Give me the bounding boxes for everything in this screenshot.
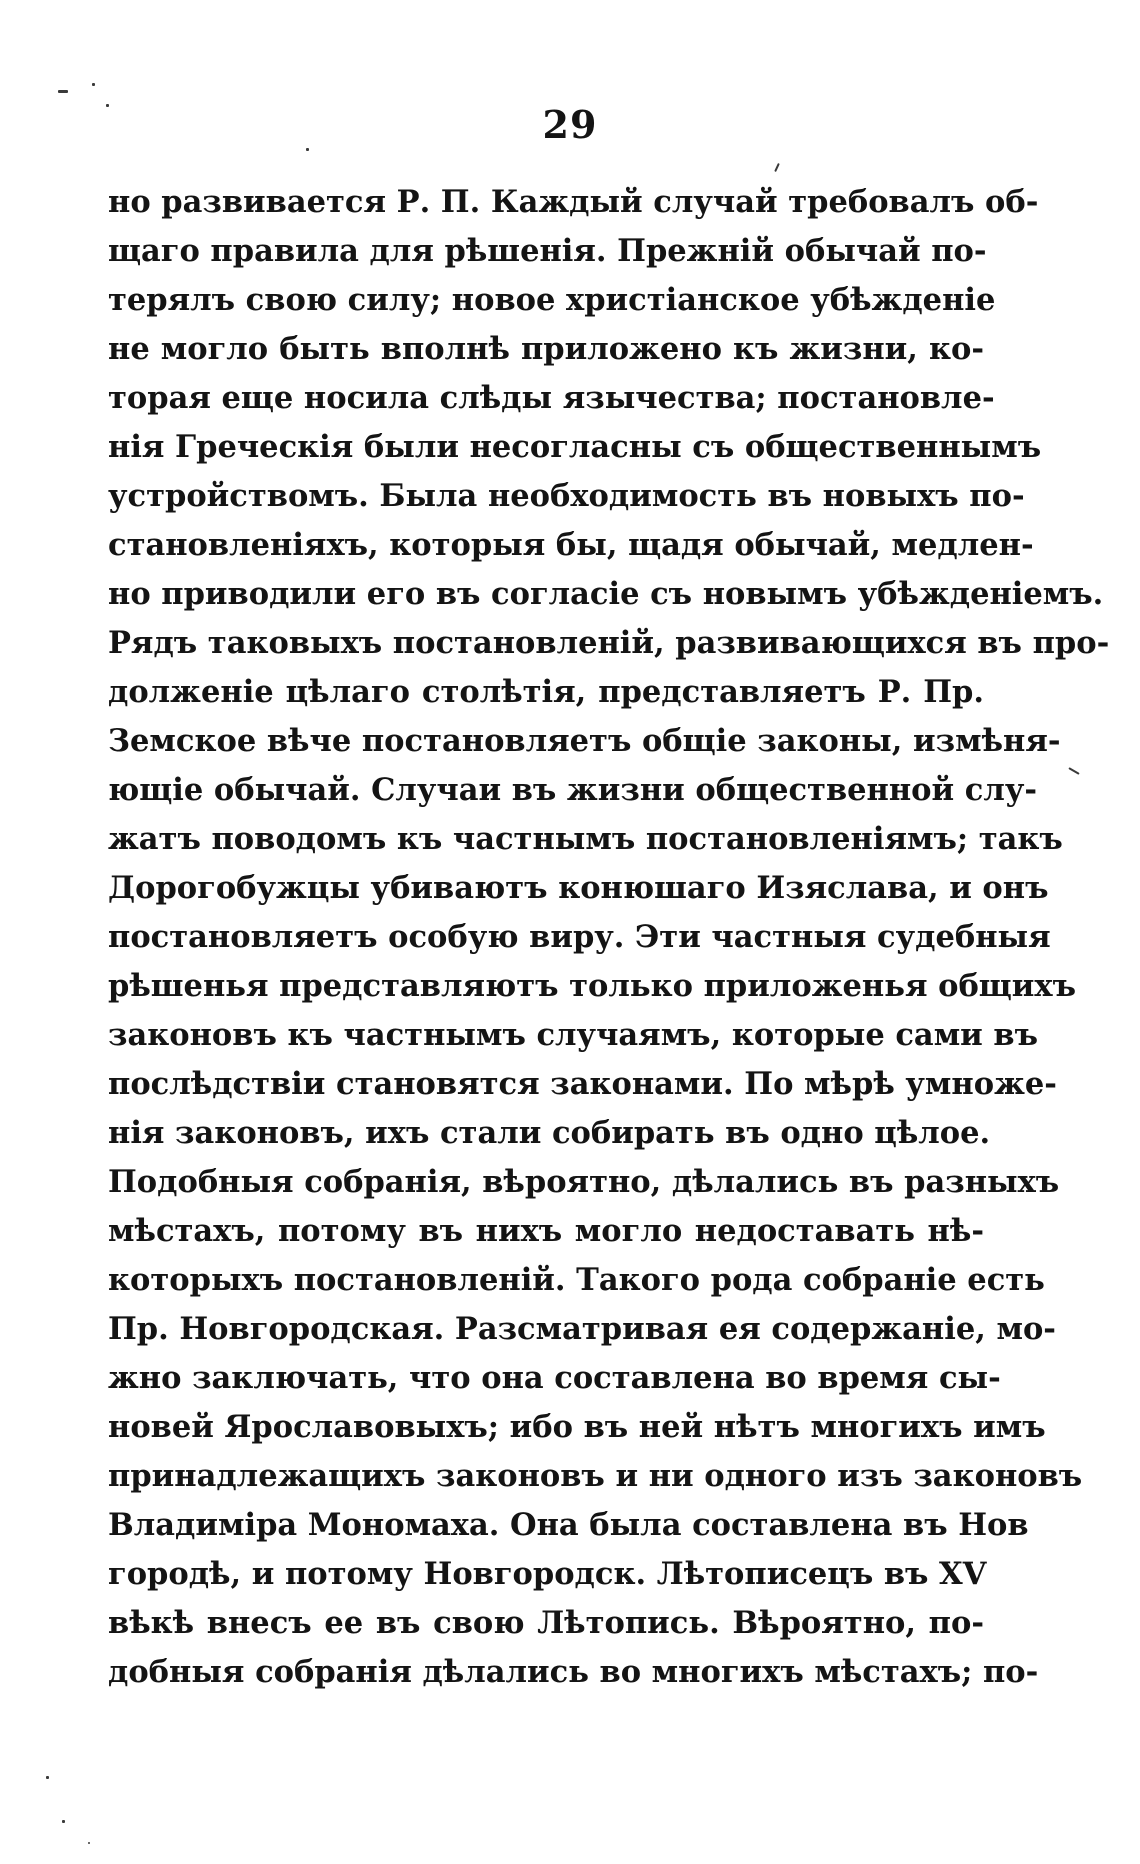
text-line: но приводили его въ согласіе съ новымъ убѣжденіемъ. — [108, 576, 1104, 612]
text-line: городѣ, и потому Новгородск. Лѣтописецъ въ XV — [108, 1556, 987, 1592]
text-line: Дорогобужцы убиваютъ конюшаго Изяслава, и онъ — [108, 870, 1049, 906]
text-line: устройствомъ. Была необходимость въ новыхъ по- — [108, 478, 1025, 514]
text-line: Подобныя собранія, вѣроятно, дѣлались въ разныхъ — [108, 1164, 1060, 1200]
text-line: торая еще носила слѣды язычества; постановле- — [108, 380, 995, 416]
text-line: жатъ поводомъ къ частнымъ постановленіямъ; такъ — [108, 821, 1063, 857]
scan-speck — [88, 1842, 90, 1844]
scan-speck — [46, 1776, 49, 1779]
text-line: щаго правила для рѣшенія. Прежній обычай по- — [108, 233, 987, 269]
text-line: Пр. Новгородская. Разсматривая ея содержаніе, мо- — [108, 1311, 1056, 1347]
scan-speck — [306, 148, 309, 151]
scan-speck — [106, 104, 109, 107]
text-line: не могло быть вполнѣ приложено къ жизни, ко- — [108, 331, 984, 367]
text-line: нія законовъ, ихъ стали собирать въ одно цѣлое. — [108, 1115, 991, 1151]
text-line: но развивается Р. П. Каждый случай требовалъ об- — [108, 184, 1039, 220]
text-line: терялъ свою силу; новое христіанское убѣжденіе — [108, 282, 996, 318]
scan-speck — [1068, 767, 1079, 775]
body-text — [108, 178, 1110, 1697]
text-line: ющіе обычай. Случаи въ жизни общественной слу- — [108, 772, 1038, 808]
text-line: Рядъ таковыхъ постановленій, развивающихся въ про- — [108, 625, 1110, 661]
scan-speck — [62, 1820, 65, 1823]
text-line: принадлежащихъ законовъ и ни одного изъ законовъ — [108, 1458, 1083, 1494]
text-line: добныя собранія дѣлались во многихъ мѣстахъ; по- — [108, 1654, 1039, 1690]
text-line: становленіяхъ, которыя бы, щадя обычай, медлен- — [108, 527, 1034, 563]
text-line: законовъ къ частнымъ случаямъ, которые сами въ — [108, 1017, 1039, 1053]
text-line: постановляетъ особую виру. Эти частныя судебныя — [108, 919, 1051, 955]
text-line: рѣшенья представляютъ только приложенья общихъ — [108, 968, 1076, 1004]
text-line: нія Греческія были несогласны съ общественнымъ — [108, 429, 1042, 465]
page-number: 29 — [542, 102, 598, 147]
text-line: Владиміра Мономаха. Она была составлена въ Нов — [108, 1507, 1029, 1543]
text-line: долженіе цѣлаго столѣтія, представляетъ Р. Пр. — [108, 674, 984, 710]
text-line: которыхъ постановленій. Такого рода собраніе есть — [108, 1262, 1045, 1298]
text-line: вѣкѣ внесъ ее въ свою Лѣтопись. Вѣроятно, по- — [108, 1605, 984, 1641]
text-line: Земское вѣче постановляетъ общіе законы, измѣня- — [108, 723, 1061, 759]
text-line: новей Ярославовыхъ; ибо въ ней нѣтъ многихъ имъ — [108, 1409, 1046, 1445]
scan-speck — [92, 83, 95, 86]
text-line: мѣстахъ, потому въ нихъ могло недоставать нѣ- — [108, 1213, 984, 1249]
text-line: послѣдствіи становятся законами. По мѣрѣ умноже- — [108, 1066, 1057, 1102]
scan-speck — [58, 90, 68, 93]
scan-speck — [774, 163, 780, 172]
text-line: жно заключать, что она составлена во время сы- — [108, 1360, 1001, 1396]
